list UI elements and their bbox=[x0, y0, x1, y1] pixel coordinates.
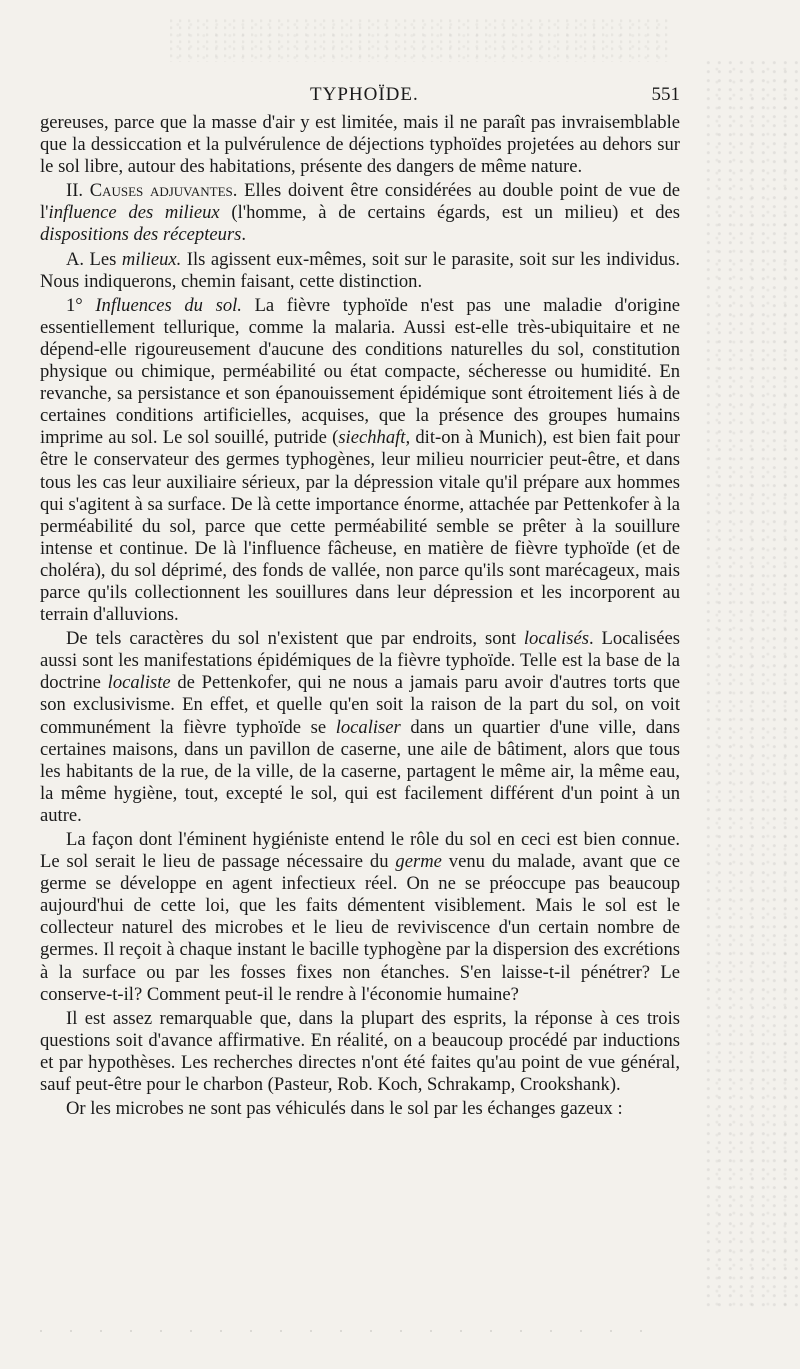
paragraph bbox=[40, 1098, 680, 1120]
text-run: 1° bbox=[66, 294, 96, 316]
running-title: TYPHOÏDE. bbox=[310, 84, 419, 105]
text-run: Il est assez remarquable que, dans la plupart des esprits, la réponse à ces trois questions soit d'avance affirmative. En réalité, on a beaucoup procédé par inductions et par hypothèses. Les recherches directes n'ont été faites qu'au point de vue général, sauf peut-être pour le charbon (Pasteur, Rob. Koch, Schrakamp, Crookshank). bbox=[40, 1007, 680, 1096]
italic-run: localiste bbox=[107, 672, 171, 694]
small-caps-run: Causes adjuvantes. bbox=[89, 180, 238, 202]
text-run: Or les microbes ne sont pas véhiculés dans le sol par les échanges gazeux : bbox=[66, 1098, 623, 1120]
paragraph bbox=[40, 249, 680, 293]
body-text bbox=[40, 112, 680, 1122]
italic-run: milieux. bbox=[121, 248, 182, 270]
text-run: (l'homme, à de certains égards, est un milieu) et des bbox=[219, 202, 680, 224]
paragraph bbox=[40, 628, 680, 827]
text-run: La fièvre typhoïde n'est pas une maladie d'origine essentiellement tellurique, comme la malaria. Aussi est-elle très-ubiquitaire et ne dépend-elle rigoureusement d'aucune des conditions naturelles du sol, constitution physique ou chimique, perméabilité ou état compacte, sécheresse ou humidité. En revanche, sa persistance et son épanouissement épidémique sont étroitement liés à de certaines conditions artificielles, acquises, que la présence des groupes humains imprime au sol. Le sol souillé, putride ( bbox=[40, 294, 680, 449]
italic-run: dispositions des récepteurs bbox=[40, 224, 242, 246]
text-run: La façon dont l'éminent hygiéniste entend le rôle du sol en ceci est bien connue. Le sol serait le lieu de passage nécessaire du bbox=[40, 829, 680, 873]
text-run: . Localisées aussi sont les manifestations épidémiques de la fièvre typhoïde. Telle est la base de la doctrine bbox=[40, 628, 680, 694]
italic-run: localiser bbox=[335, 716, 401, 738]
paragraph bbox=[40, 180, 680, 246]
italic-run: influence des milieux bbox=[48, 202, 220, 224]
text-run: gereuses, parce que la masse d'air y est limitée, mais il ne paraît pas invraisemblable que la dessiccation et la pulvérulence de déjections typhoïdes projetées au dehors sur le sol libre, autour des habitations, présente des dangers de même nature. bbox=[40, 112, 680, 178]
text-run: venu du malade, avant que ce germe se développe en agent infectieux réel. On ne se préoccupe pas beaucoup aujourd'hui de cette loi, que les faits démentent visiblement. Mais le sol est le collecteur naturel des microbes et le lieu de reviviscence d'un certain nombre de germes. Il reçoit à chaque instant le bacille typhogène par la dispersion des excrétions à la surface ou par les fosses fixes non étanches. S'en laisse-t-il pénétrer? Le conserve-t-il? Comment peut-il le rendre à l'économie humaine? bbox=[40, 851, 681, 1005]
italic-run: Influences du sol. bbox=[95, 294, 242, 316]
text-run: dit-on à Munich), est bien fait pour être le conservateur des germes typhogènes, leur milieu nourricier peut-être, et dans tous les cas leur auxiliaire sérieux, par la dépression vitale qu'il prépare aux hommes qui s'agitent à sa surface. De là cette importance énorme, attachée par Pettenkofer à la perméabilité du sol, parce que cette perméabilité semble se prêter à la souillure intense et continue. De là l'influence fâcheuse, en matière de fièvre typhoïde (et de choléra), du sol déprimé, des fonds de vallée, non parce qu'ils sont marécageux, mais parce qu'ils collectionnent les souillures dans leur dépression et les incorporent au terrain d'alluvions. bbox=[40, 427, 680, 626]
text-run: dans un quartier d'une ville, dans certaines maisons, dans un pavillon de caserne, une aile de bâtiment, alors que tous les habitants de la rue, de la ville, de la caserne, partagent le même air, la même eau, la même hygiène, tout, excepté le sol, qui est facilement différent d'un point à un autre. bbox=[40, 716, 680, 826]
text-run: de Pettenkofer, qui ne nous a jamais paru avoir d'autres torts que son exclusivisme. En effet, et quelle qu'en soit la raison de la part du sol, on voit communément la fièvre typhoïde se bbox=[40, 672, 680, 738]
scan-noise-margin bbox=[705, 60, 800, 1310]
italic-run: localisés bbox=[523, 628, 589, 650]
text-run: . bbox=[241, 224, 247, 246]
italic-run: germe bbox=[395, 851, 442, 873]
text-run: A. Les bbox=[66, 248, 122, 270]
text-run: Ils agissent eux-mêmes, soit sur le parasite, soit sur les individus. Nous indiquerons, chemin faisant, cette distinction. bbox=[40, 248, 680, 292]
scan-noise-top bbox=[170, 18, 670, 62]
scan-noise-bottom bbox=[40, 1330, 660, 1332]
paragraph bbox=[40, 295, 680, 626]
page-number: 551 bbox=[651, 84, 680, 105]
paragraph bbox=[40, 829, 680, 1006]
paragraph bbox=[40, 1008, 680, 1096]
text-run: Elles doivent être considérées au double point de vue de l' bbox=[40, 180, 680, 224]
text-run: De tels caractères du sol n'existent que par endroits, sont bbox=[66, 628, 524, 650]
italic-run: siechhaft, bbox=[338, 427, 411, 449]
text-run: II. bbox=[66, 180, 90, 202]
page-header bbox=[40, 84, 680, 108]
paragraph bbox=[40, 112, 680, 178]
